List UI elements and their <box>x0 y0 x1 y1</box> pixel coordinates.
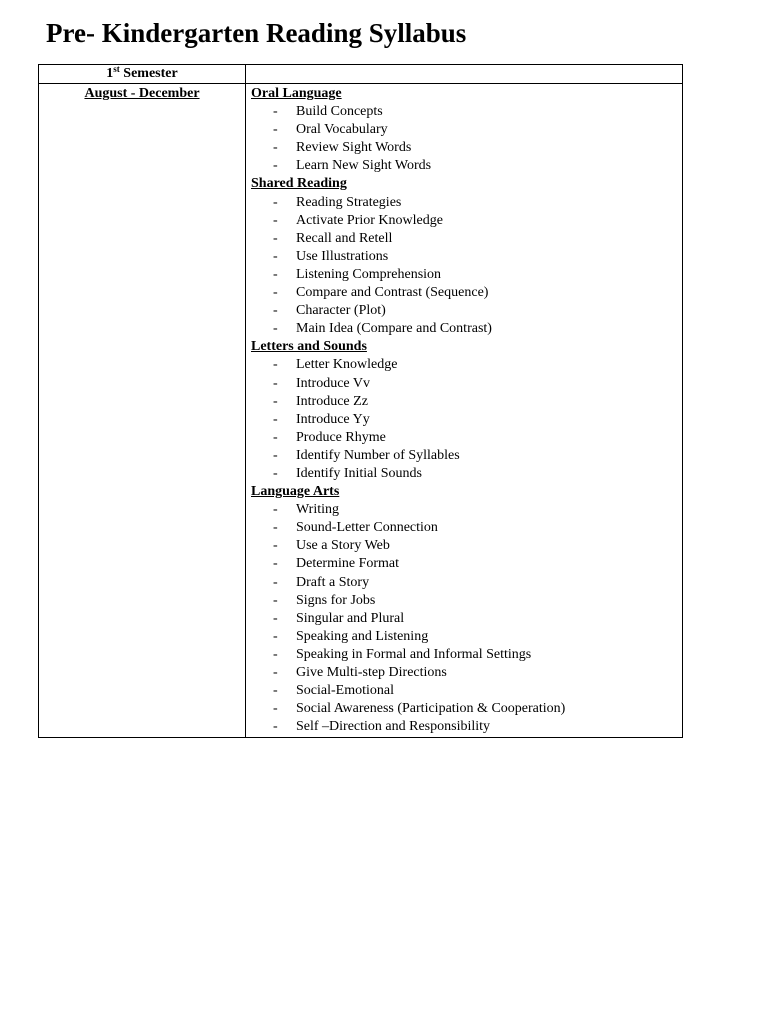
semester-label: Semester <box>119 66 178 81</box>
bullet-dash: - <box>273 502 278 518</box>
list-item-text: Writing <box>296 502 339 518</box>
header-empty-cell <box>246 65 683 84</box>
bullet-dash: - <box>273 556 278 572</box>
list-item <box>251 664 682 682</box>
bullet-dash: - <box>273 393 278 409</box>
list-item-text: Introduce Vv <box>296 375 370 391</box>
list-item-text: Recall and Retell <box>296 230 393 246</box>
list-item-text: Self –Direction and Responsibility <box>296 719 491 735</box>
list-item <box>251 628 682 646</box>
list-item-text: Give Multi-step Directions <box>296 665 447 680</box>
list-item <box>251 610 682 628</box>
list-item <box>251 465 682 483</box>
list-item-text: Introduce Zz <box>296 393 368 409</box>
bullet-dash: - <box>273 140 278 156</box>
syllabus-table <box>38 64 683 738</box>
list-item <box>251 501 682 519</box>
semester-suffix: st <box>113 64 120 74</box>
bullet-dash: - <box>273 665 278 680</box>
list-item <box>251 682 682 700</box>
period-label: August - December <box>84 86 200 101</box>
list-item <box>251 429 682 447</box>
list-item <box>251 248 682 266</box>
list-item <box>251 411 682 429</box>
list-item-text: Speaking and Listening <box>296 628 429 644</box>
section-title: Shared Reading <box>251 176 347 192</box>
bullet-dash: - <box>273 303 278 319</box>
bullet-dash: - <box>273 701 278 717</box>
table-body-row <box>39 84 683 738</box>
bullet-dash: - <box>273 375 278 391</box>
bullet-dash: - <box>273 104 278 120</box>
list-item <box>251 356 682 374</box>
list-item <box>251 574 682 592</box>
bullet-dash: - <box>273 248 278 264</box>
list-item <box>251 646 682 664</box>
list-item <box>251 194 682 212</box>
list-item-text: Learn New Sight Words <box>296 158 432 174</box>
table-header-row <box>39 65 683 84</box>
list-item-text: Determine Format <box>296 556 400 572</box>
list-item-text: Identify Initial Sounds <box>296 465 422 481</box>
list-item-text: Review Sight Words <box>296 140 412 156</box>
list-item-text: Social Awareness (Participation & Cooperation) <box>296 701 566 717</box>
bullet-dash: - <box>273 357 278 373</box>
list-item-text: Main Idea (Compare and Contrast) <box>296 321 492 337</box>
semester-number: 1 <box>106 66 114 81</box>
bullet-dash: - <box>273 646 278 662</box>
list-item <box>251 121 682 139</box>
bullet-dash: - <box>273 212 278 228</box>
list-item-text: Produce Rhyme <box>296 429 386 445</box>
list-item <box>251 284 682 302</box>
list-item <box>251 393 682 411</box>
list-item <box>251 537 682 555</box>
list-item <box>251 447 682 465</box>
list-item <box>251 555 682 573</box>
bullet-dash: - <box>273 610 278 626</box>
section-title: Oral Language <box>251 86 342 101</box>
bullet-dash: - <box>273 158 278 174</box>
list-item <box>251 157 682 175</box>
list-item-text: Use a Story Web <box>296 538 390 554</box>
bullet-dash: - <box>273 628 278 644</box>
list-item-text: Activate Prior Knowledge <box>296 212 443 228</box>
bullet-dash: - <box>273 465 278 481</box>
list-item-text: Introduce Yy <box>296 411 370 427</box>
topics-content <box>246 84 682 737</box>
bullet-dash: - <box>273 719 278 735</box>
bullet-dash: - <box>273 411 278 427</box>
bullet-dash: - <box>273 429 278 445</box>
list-item-text: Social-Emotional <box>296 683 394 699</box>
bullet-dash: - <box>273 592 278 608</box>
list-item-text: Identify Number of Syllables <box>296 447 460 463</box>
section-title: Language Arts <box>251 484 340 500</box>
topics-cell <box>246 84 683 738</box>
bullet-dash: - <box>273 520 278 536</box>
bullet-dash: - <box>273 122 278 138</box>
bullet-dash: - <box>273 230 278 246</box>
section-item-list <box>251 194 682 339</box>
list-item <box>251 375 682 393</box>
list-item <box>251 103 682 121</box>
list-item <box>251 700 682 718</box>
list-item <box>251 718 682 736</box>
list-item-text: Draft a Story <box>296 574 370 590</box>
section-item-list <box>251 356 682 483</box>
bullet-dash: - <box>273 194 278 210</box>
list-item <box>251 230 682 248</box>
list-item-text: Character (Plot) <box>296 303 386 319</box>
semester-header-cell <box>39 65 246 84</box>
list-item-text: Use Illustrations <box>296 248 389 264</box>
period-cell <box>39 84 246 738</box>
section-item-list <box>251 501 682 736</box>
list-item-text: Sound-Letter Connection <box>296 520 438 536</box>
list-item <box>251 519 682 537</box>
section-title: Letters and Sounds <box>251 339 367 355</box>
bullet-dash: - <box>273 321 278 337</box>
list-item <box>251 139 682 157</box>
bullet-dash: - <box>273 266 278 282</box>
bullet-dash: - <box>273 285 278 301</box>
list-item <box>251 212 682 230</box>
list-item-text: Listening Comprehension <box>296 266 442 282</box>
list-item-text: Oral Vocabulary <box>296 122 388 138</box>
bullet-dash: - <box>273 538 278 554</box>
list-item-text: Build Concepts <box>296 104 383 120</box>
page-title: Pre- Kindergarten Reading Syllabus <box>46 18 467 48</box>
bullet-dash: - <box>273 574 278 590</box>
list-item <box>251 302 682 320</box>
list-item-text: Speaking in Formal and Informal Settings <box>296 646 532 662</box>
section-item-list <box>251 103 682 175</box>
list-item <box>251 320 682 338</box>
list-item-text: Reading Strategies <box>296 194 402 210</box>
bullet-dash: - <box>273 683 278 699</box>
list-item-text: Singular and Plural <box>296 610 405 626</box>
list-item <box>251 592 682 610</box>
list-item-text: Compare and Contrast (Sequence) <box>296 285 489 301</box>
list-item <box>251 266 682 284</box>
list-item-text: Letter Knowledge <box>296 357 398 373</box>
list-item-text: Signs for Jobs <box>296 592 376 608</box>
bullet-dash: - <box>273 447 278 463</box>
